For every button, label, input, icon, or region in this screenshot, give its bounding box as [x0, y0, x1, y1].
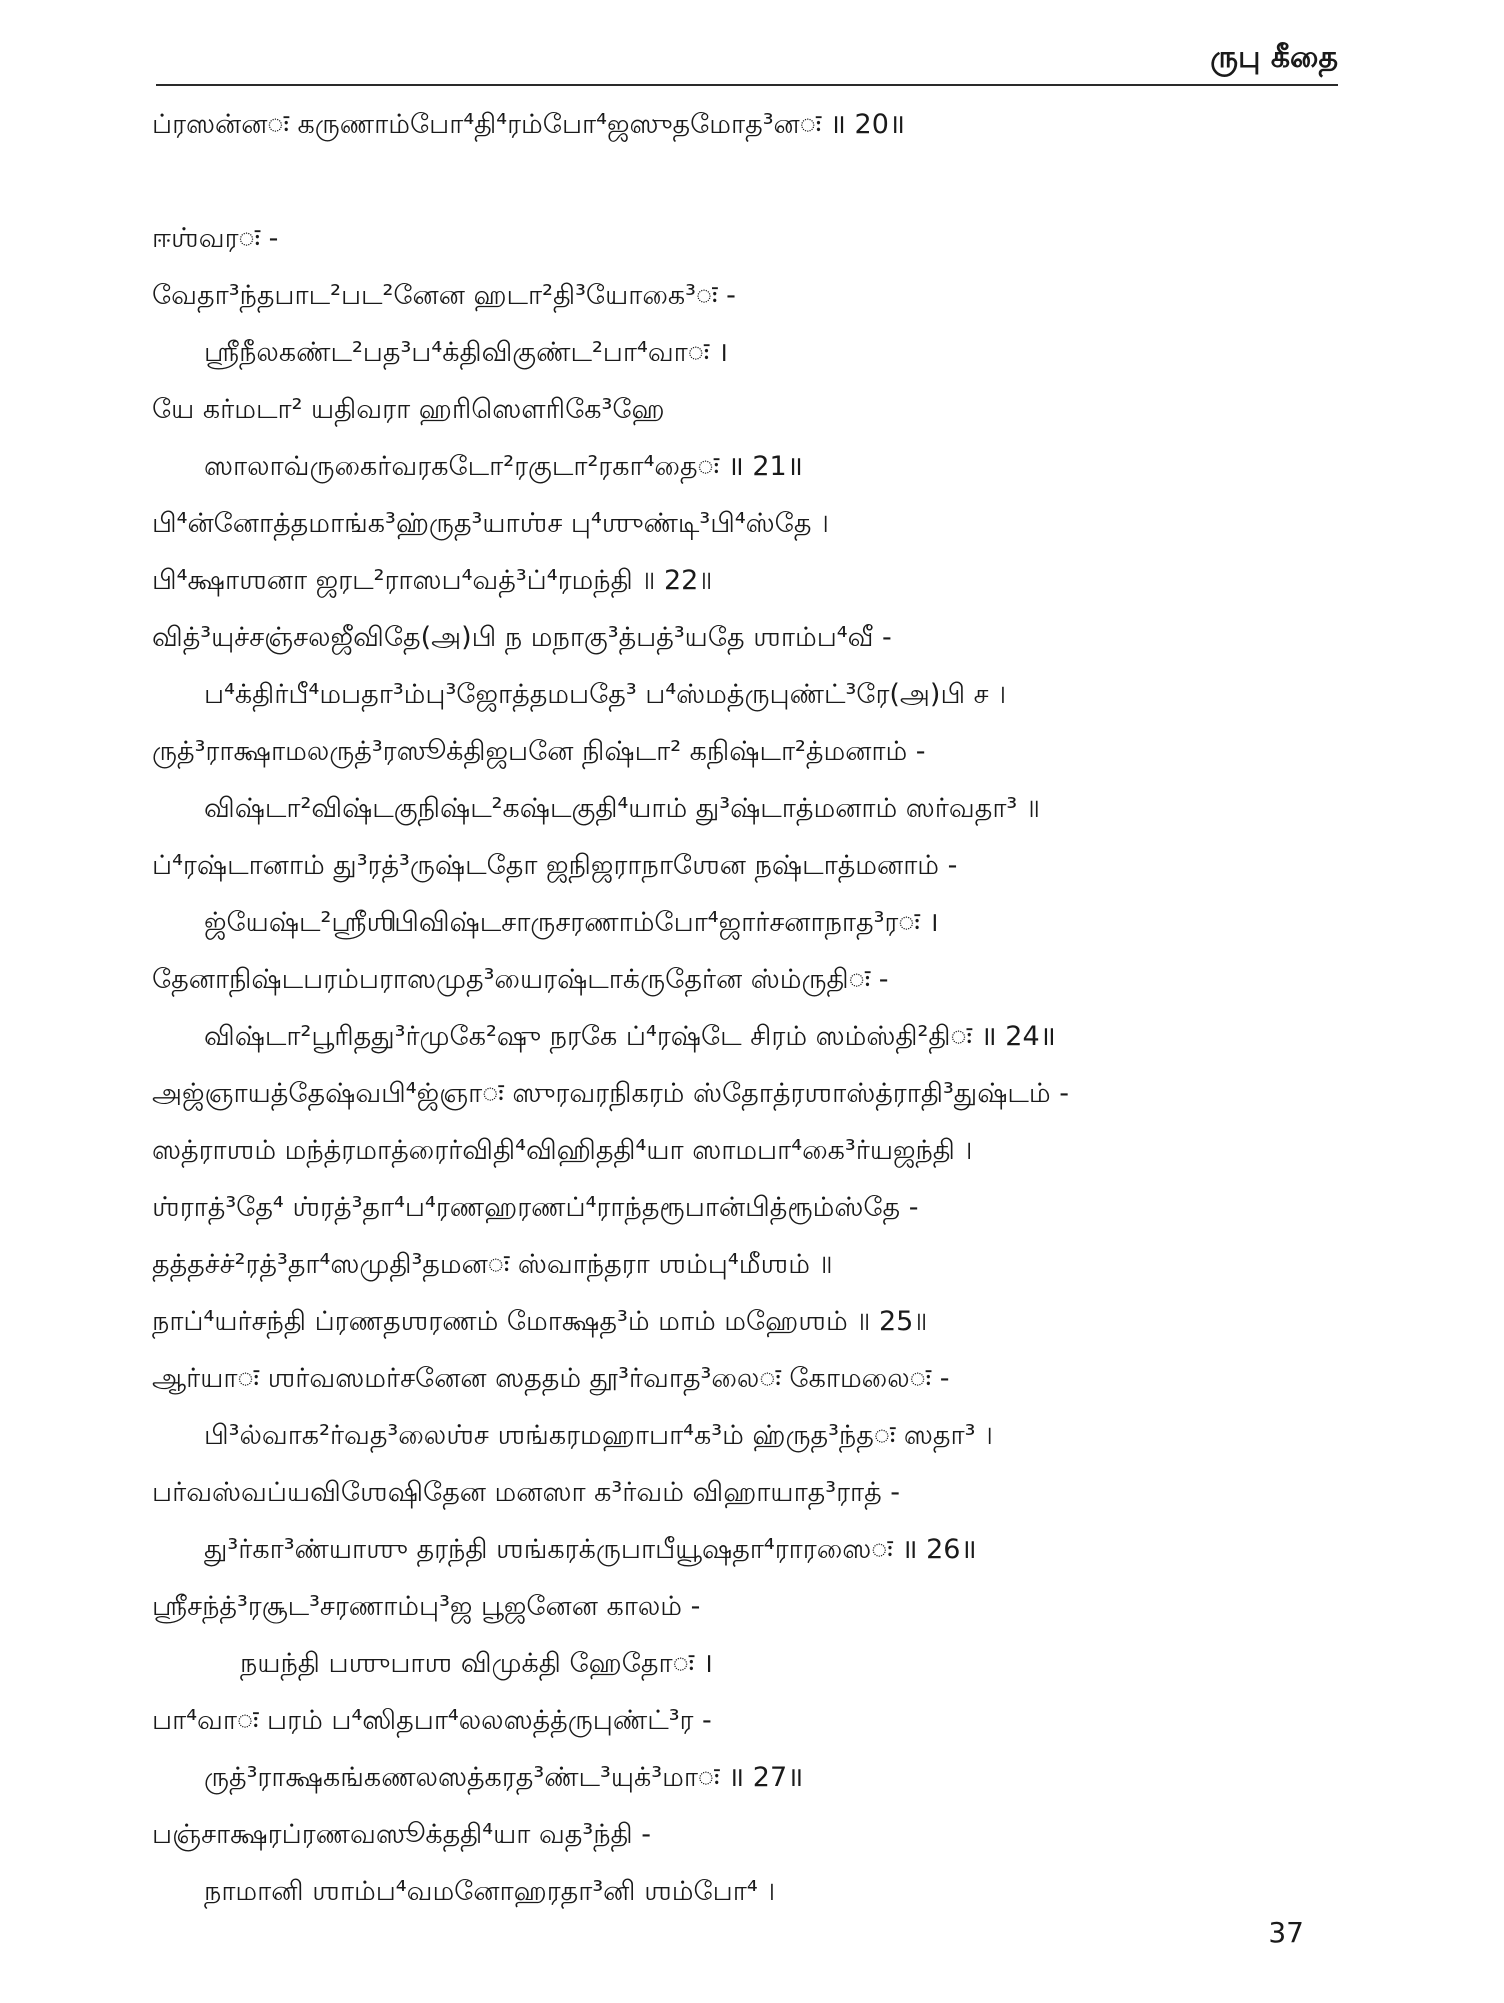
verse-line: வித்³யுச்சஞ்சலஜீவிதே(அ)பி ந மநாகு³த்பத்³யதே ஶாம்ப⁴வீ -: [152, 622, 892, 653]
verse-line: ஶ்ரீசந்த்³ரசூட³சரணாம்பு³ஜ பூஜனேன காலம் -: [152, 1591, 701, 1622]
speaker-label: ஈஶ்வரः -: [152, 223, 279, 254]
verse-line: விஷ்டா²பூரிதது³ர்முகே²ஷு நரகே ப்⁴ரஷ்டே சிரம் ஸம்ஸ்தி²திः ॥ 24॥: [204, 1021, 1056, 1052]
verse-line: நாமானி ஶாம்ப⁴வமனோஹரதா³னி ஶம்போ⁴ ।: [204, 1876, 776, 1907]
verse-line: ஸத்ராஶம் மந்த்ரமாத்ரைர்விதி⁴விஹிததி⁴யா ஸாமபா⁴கை³ர்யஜந்தி ।: [152, 1135, 973, 1166]
verse-line: தேனாநிஷ்டபரம்பராஸமுத³யைரஷ்டாக்ருதேர்ன ஸ்ம்ருதிः -: [152, 964, 889, 995]
running-header-title: ருபு கீதை: [1210, 40, 1338, 75]
verse-line: ஸாலாவ்ருகைர்வரகடோ²ரகுடா²ரகா⁴தைः ॥ 21॥: [204, 451, 803, 482]
verse-line: பா⁴வாः பரம் ப⁴ஸிதபா⁴லலஸத்த்ருபுண்ட்³ர -: [152, 1705, 712, 1736]
verse-line: ப⁴க்திர்பீ⁴மபதா³ம்பு³ஜோத்தமபதே³ ப⁴ஸ்மத்ருபுண்ட்³ரே(அ)பி ச ।: [204, 679, 1007, 710]
verse-line: நாப்⁴யர்சந்தி ப்ரணதஶரணம் மோக்ஷத³ம் மாம் மஹேஶம் ॥ 25॥: [152, 1306, 928, 1337]
verse-line: ஶ்ரீநீலகண்ட²பத³ப⁴க்திவிகுண்ட²பா⁴வாः ।: [204, 337, 729, 368]
verse-line: ப்ரஸன்னः கருணாம்போ⁴தி⁴ரம்போ⁴ஜஸுதமோத³னः ॥ 20॥: [152, 109, 906, 140]
verse-line: பர்வஸ்வப்யவிஶேஷிதேன மனஸா க³ர்வம் விஹாயாத³ராத் -: [152, 1477, 901, 1508]
page-number: 37: [1268, 1916, 1304, 1949]
verse-line: ப்⁴ரஷ்டானாம் து³ரத்³ருஷ்டதோ ஜநிஜராநாஶேன நஷ்டாத்மனாம் -: [152, 850, 958, 881]
verse-line: து³ர்கா³ண்யாஶு தரந்தி ஶங்கரக்ருபாபீயூஷதா⁴ராரஸைः ॥ 26॥: [204, 1534, 977, 1565]
verse-line: ருத்³ராக்ஷாமலருத்³ரஸூக்திஜபனே நிஷ்டா² கநிஷ்டா²த்மனாம் -: [152, 736, 926, 767]
verse-line: தத்தச்ச்²ரத்³தா⁴ஸமுதி³தமனः ஸ்வாந்தரா ஶம்பு⁴மீஶம் ॥: [152, 1249, 833, 1280]
verse-line: வேதா³ந்தபாட²பட²னேன ஹடா²தி³யோகை³ः -: [152, 280, 736, 311]
verse-line: பி⁴க்ஷாஶனா ஜரட²ராஸப⁴வத்³ப்⁴ரமந்தி ॥ 22॥: [152, 565, 713, 596]
verse-spacer: [152, 153, 1332, 210]
verse-line: பஞ்சாக்ஷரப்ரணவஸூக்ததி⁴யா வத³ந்தி -: [152, 1819, 651, 1850]
verse-line: நயந்தி பஶுபாஶ விமுக்தி ஹேதோः ।: [240, 1648, 713, 1679]
verse-line: பி⁴ன்னோத்தமாங்க³ஹ்ருத³யாஶ்ச பு⁴ஶுண்டி³பி⁴ஸ்தே ।: [152, 508, 829, 539]
verse-line: ஜ்யேஷ்ட²ஶ்ரீஶிபிவிஷ்டசாருசரணாம்போ⁴ஜார்சனாநாத³ரः ।: [204, 907, 939, 938]
verse-line: ருத்³ராக்ஷகங்கணலஸத்கரத³ண்ட³யுக்³மாः ॥ 27॥: [204, 1762, 804, 1793]
verse-line: ஶ்ராத்³தே⁴ ஶ்ரத்³தா⁴ப⁴ரணஹரணப்⁴ராந்தரூபான்பித்ரூம்ஸ்தே -: [152, 1192, 919, 1223]
verse-line: ஆர்யாः ஶர்வஸமர்சனேன ஸததம் தூ³ர்வாத³லைः கோமலைः -: [152, 1363, 950, 1394]
verse-line: பி³ல்வாக²ர்வத³லைஶ்ச ஶங்கரமஹாபா⁴க³ம் ஹ்ருத³ந்தः ஸதா³ ।: [204, 1420, 993, 1451]
verse-body: [152, 96, 1332, 1920]
verse-line: அஜ்ஞாயத்தேஷ்வபி⁴ஜ்ஞாः ஸுரவரநிகரம் ஸ்தோத்ரஶாஸ்த்ராதி³துஷ்டம் -: [152, 1078, 1069, 1109]
verse-line: விஷ்டா²விஷ்டகுநிஷ்ட²கஷ்டகுதி⁴யாம் து³ஷ்டாத்மனாம் ஸர்வதா³ ॥: [204, 793, 1040, 824]
header-rule: [156, 84, 1338, 86]
verse-line: யே கர்மடா² யதிவரா ஹரிஸௌரிகே³ஹே: [152, 394, 665, 425]
